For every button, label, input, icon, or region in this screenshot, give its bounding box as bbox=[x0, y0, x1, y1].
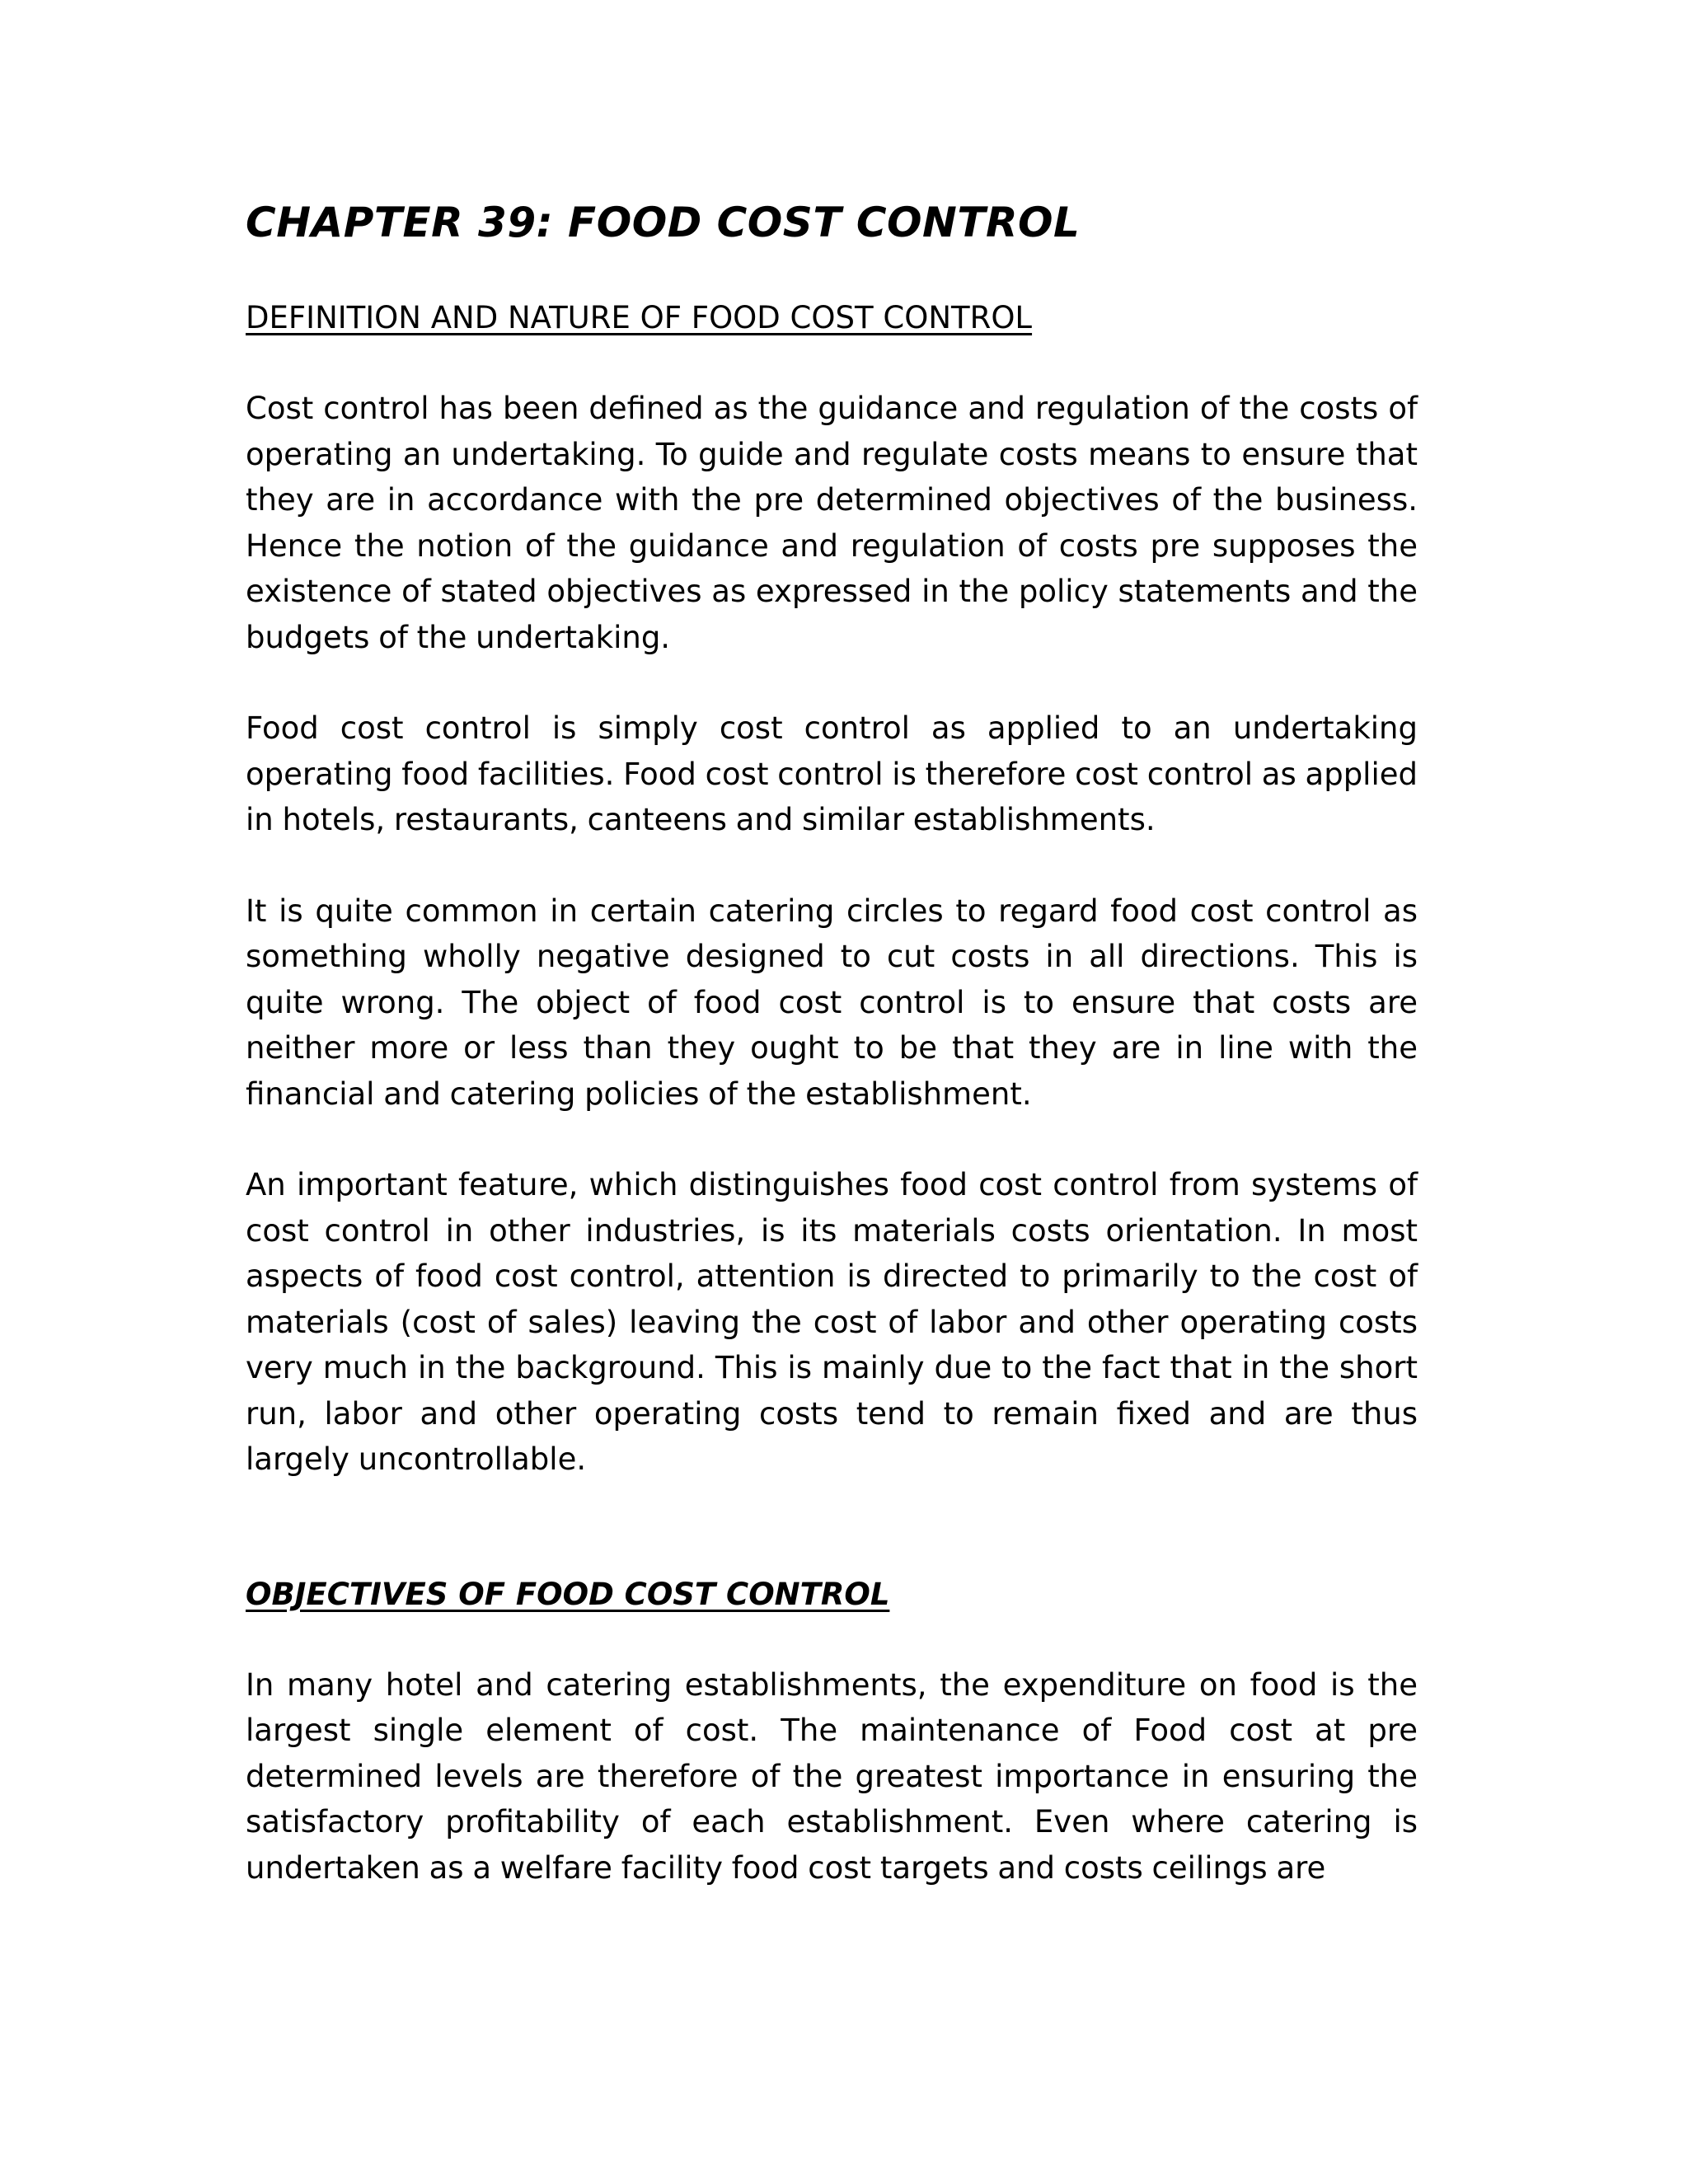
section-heading-objectives: OBJECTIVES OF FOOD COST CONTROL bbox=[246, 1576, 890, 1612]
document-page bbox=[246, 198, 1418, 1891]
chapter-title: CHAPTER 39: FOOD COST CONTROL bbox=[246, 199, 1081, 246]
paragraph-food-cost-control-scope: Food cost control is simply cost control as applied to an undertaking operating food facilities. Food cost control is therefore cost control as applied in hotels, restaurants, canteens and similar establishments. bbox=[246, 710, 1418, 837]
paragraph-common-misconception: It is quite common in certain catering circles to regard food cost control as something wholly negative designed to cut costs in all directions. This is quite wrong. The object of food cost control is to ensure that costs are neither more or less than they ought to be that they are in line with the financial and catering policies of the establishment. bbox=[246, 893, 1418, 1112]
section-heading-definition: DEFINITION AND NATURE OF FOOD COST CONTROL bbox=[246, 300, 1033, 335]
paragraph-cost-control-definition: Cost control has been defined as the guidance and regulation of the costs of operating an undertaking. To guide and regulate costs means to ensure that they are in accordance with the pre determined objectives of the business. Hence the notion of the guidance and regulation of costs pre supposes the existence of stated objectives as expressed in the policy statements and the budgets of the undertaking. bbox=[246, 391, 1418, 655]
paragraph-objectives-intro: In many hotel and catering establishments, the expenditure on food is the largest single element of cost. The maintenance of Food cost at pre determined levels are therefore of the greatest importance in ensuring the satisfactory profitability of each establishment. Even where catering is undertaken as a welfare facility food cost targets and costs ceilings are bbox=[246, 1666, 1418, 1886]
paragraph-materials-orientation: An important feature, which distinguishes food cost control from systems of cost control in other industries, is its materials costs orientation. In most aspects of food cost control, attention is directed to primarily to the cost of materials (cost of sales) leaving the cost of labor and other operating costs very much in the background. This is mainly due to the fact that in the short run, labor and other operating costs tend to remain fixed and are thus largely uncontrollable. bbox=[246, 1167, 1418, 1477]
